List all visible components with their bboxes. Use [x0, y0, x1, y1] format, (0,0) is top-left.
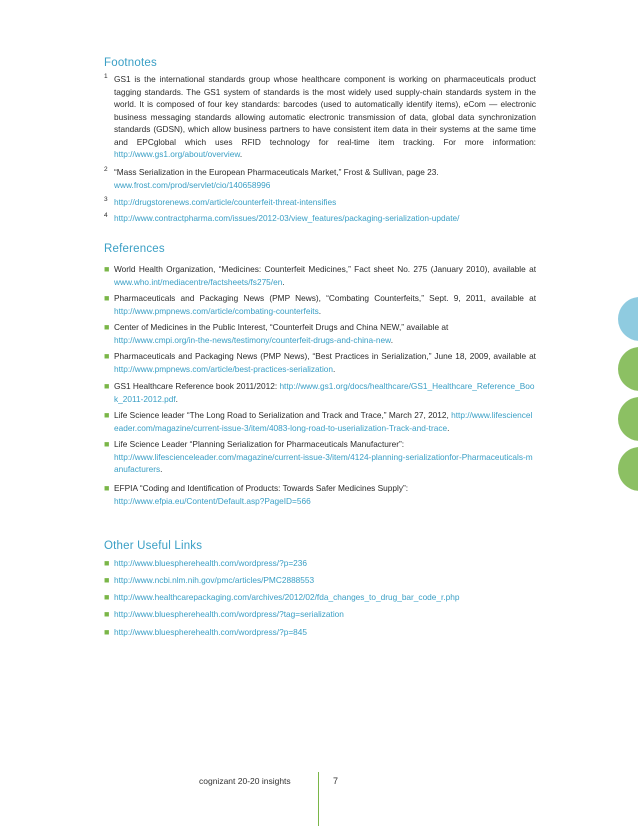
reference-text: Center of Medicines in the Public Interest, “Counterfeit Drugs and China NEW,” available at: [114, 322, 449, 332]
reference-text: Life Science Leader “Planning Serialization for Pharmaceuticals Manufacturer”:: [114, 439, 405, 449]
reference-text: World Health Organization, “Medicines: Counterfeit Medicines,” Fact sheet No. 275 (January 2010), available at: [114, 264, 536, 274]
reference-tail: .: [160, 464, 163, 474]
bullet-icon: ■: [104, 351, 110, 361]
useful-link[interactable]: http://www.ncbi.nlm.nih.gov/pmc/articles/PMC2888553: [114, 575, 315, 585]
reference-tail: .: [390, 334, 393, 345]
bullet-icon: ■: [104, 293, 110, 303]
bullet-icon: ■: [104, 558, 110, 568]
reference-text: GS1 Healthcare Reference book 2011/2012:: [114, 381, 280, 391]
reference-text: Pharmaceuticals and Packaging News (PMP News), “Best Practices in Serialization,” June 18, 2009, available at: [114, 351, 536, 361]
reference-text: Pharmaceuticals and Packaging News (PMP News), “Combating Counterfeits,” Sept. 9, 2011, available at: [114, 293, 536, 303]
reference-item: [104, 409, 536, 434]
link-item: [104, 608, 536, 621]
reference-tail: .: [447, 422, 450, 433]
decorative-circle-blue: [618, 297, 638, 341]
bullet-icon: ■: [104, 592, 110, 602]
useful-link[interactable]: http://www.bluespherehealth.com/wordpress/?p=845: [114, 627, 308, 637]
decorative-circle-green: [618, 347, 638, 391]
bullet-icon: ■: [104, 381, 110, 391]
footnote-link[interactable]: http://www.contractpharma.com/issues/2012-03/view_features/packaging-serialization-update/: [114, 213, 460, 223]
reference-link[interactable]: http://www.cmpi.org/in-the-news/testimony/counterfeit-drugs-and-china-new: [114, 334, 391, 345]
footnote-tail: .: [239, 149, 243, 159]
reference-tail: .: [318, 305, 322, 316]
bullet-icon: ■: [104, 264, 110, 274]
reference-item: [104, 321, 536, 346]
footnote-text: GS1 is the international standards group whose healthcare component is working on pharmaceuticals product tagging standards. The GS1 system of standards is the most widely used supply-chain standards system in the world. It is composed of four key standards: barcodes (used to automatically identify items), eCom — electronic business messaging standards allowing automatic electronic transmission of data, global data synchronization standards (GDSN), which allow business partners to have consistent item data in their systems at the same time and EPCglobal which uses RFID technology for real-time item tracking. For more information:: [114, 74, 536, 147]
reference-tail: .: [282, 276, 285, 287]
reference-link[interactable]: www.who.int/mediacentre/factsheets/fs275/en: [114, 276, 283, 287]
footnote-number: 4: [104, 212, 108, 219]
reference-item: [104, 263, 536, 288]
reference-link[interactable]: http://www.efpia.eu/Content/Default.asp?PageID=566: [114, 495, 311, 506]
useful-link[interactable]: http://www.bluespherehealth.com/wordpress/?p=236: [114, 558, 308, 568]
footer-divider: [318, 772, 319, 826]
footnote-link[interactable]: http://www.gs1.org/about/overview: [114, 149, 240, 159]
reference-link[interactable]: http://www.gs1.org/docs/healthcare/GS1_Healthcare_Reference_Book_2011-2012.pdf: [114, 381, 535, 404]
bullet-icon: ■: [104, 322, 110, 332]
link-item: [104, 591, 536, 604]
footnote-number: 1: [104, 73, 108, 80]
other-links-heading: Other Useful Links: [104, 540, 203, 552]
footnote-link[interactable]: http://drugstorenews.com/article/counterfeit-threat-intensifies: [114, 197, 337, 207]
reference-link[interactable]: http://www.lifescienceleader.com/magazine/current-issue-3/item/4124-planning-serializationfor-Pharmaceuticals-manufacturers: [114, 451, 533, 474]
footer-publication: cognizant 20-20 insights: [199, 776, 291, 786]
bullet-icon: ■: [104, 627, 110, 637]
reference-text: EFPIA “Coding and Identification of Products: Towards Safer Medicines Supply”:: [114, 483, 409, 493]
footnote-2: [104, 166, 536, 191]
reference-item: [104, 482, 536, 507]
useful-link[interactable]: http://www.healthcarepackaging.com/archives/2012/02/fda_changes_to_drug_bar_code_r.php: [114, 592, 460, 602]
footnote-number: 3: [104, 196, 108, 203]
reference-tail: .: [175, 393, 178, 404]
footnote-text: “Mass Serialization in the European Pharmaceuticals Market,” Frost & Sullivan, page 23.: [114, 167, 439, 177]
reference-item: [104, 292, 536, 317]
page-number: 7: [333, 776, 339, 786]
footnotes-heading: Footnotes: [104, 57, 157, 69]
decorative-circle-green: [618, 397, 638, 441]
useful-link[interactable]: http://www.bluespherehealth.com/wordpress/?tag=serialization: [114, 609, 344, 619]
decorative-circle-green: [618, 447, 638, 491]
bullet-icon: ■: [104, 609, 110, 619]
bullet-icon: ■: [104, 410, 110, 420]
reference-link[interactable]: http://www.pmpnews.com/article/combating-counterfeits: [114, 305, 319, 316]
footnote-4: [104, 212, 536, 225]
footnote-number: 2: [104, 166, 108, 173]
reference-tail: .: [333, 363, 336, 374]
reference-link[interactable]: http://www.pmpnews.com/article/best-practices-serialization: [114, 363, 334, 374]
footnote-1: [104, 73, 536, 161]
reference-item: [104, 350, 536, 375]
footnote-link[interactable]: www.frost.com/prod/servlet/cio/140658996: [114, 179, 271, 190]
reference-link[interactable]: http://www.lifescienceleader.com/magazine/current-issue-3/item/4083-long-road-to-userialization-Track-and-trace: [114, 410, 533, 433]
link-item: [104, 626, 536, 639]
footnote-3: [104, 196, 536, 209]
reference-item: [104, 380, 536, 405]
reference-item: [104, 438, 536, 476]
references-heading: References: [104, 243, 165, 255]
reference-text: Life Science leader “The Long Road to Serialization and Track and Trace,” March 27, 2012,: [114, 410, 452, 420]
link-item: [104, 557, 536, 570]
bullet-icon: ■: [104, 575, 110, 585]
bullet-icon: ■: [104, 439, 110, 449]
bullet-icon: ■: [104, 483, 110, 493]
link-item: [104, 574, 536, 587]
